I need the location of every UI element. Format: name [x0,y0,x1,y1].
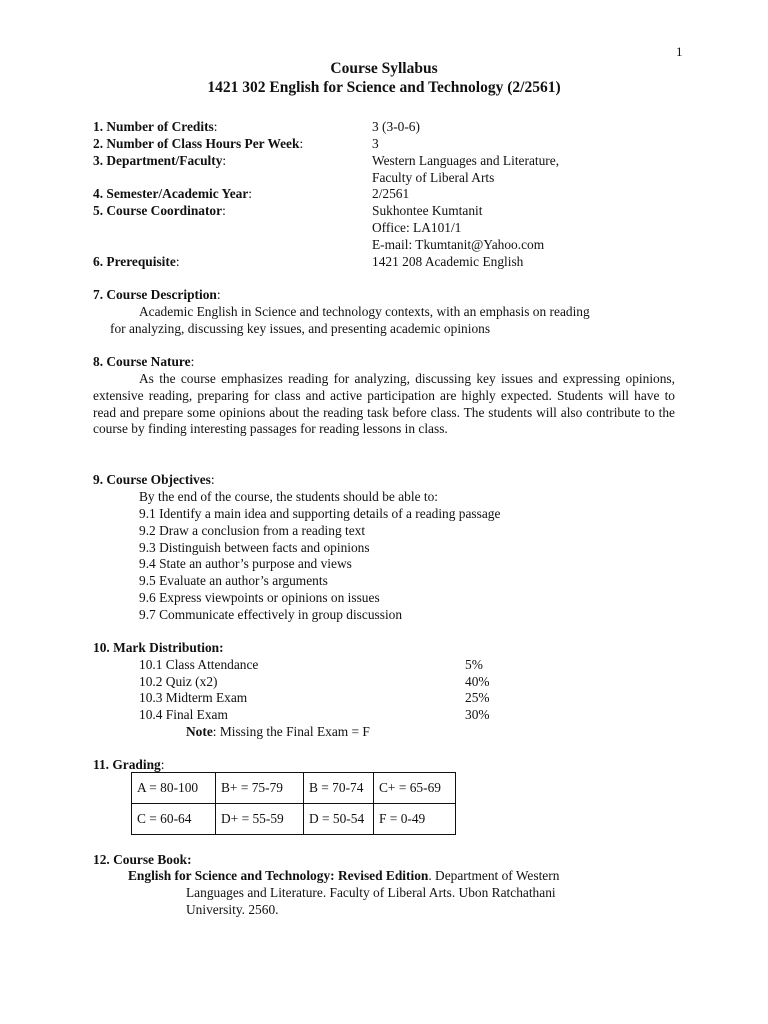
info-label: 1. Number of Credits [93,119,214,134]
section-heading [93,640,224,657]
final-exam-note [186,724,370,741]
note-text: : Missing the Final Exam = F [212,724,370,739]
objective-item: 9.7 Communicate effectively in group discussion [139,607,403,622]
grading-table [131,772,456,835]
email-value: E-mail: Tkumtanit@Yahoo.com [372,237,545,252]
info-value: Office: LA101/1 [372,220,462,235]
info-value: 1421 208 Academic English [372,254,524,269]
section-heading-label: 8. Course Nature [93,354,191,369]
grade-cell: A = 80-100 [132,773,216,804]
section-heading-label: 12. Course Book: [93,852,192,867]
page-title: Course Syllabus [330,60,438,77]
course-book-line [128,868,559,885]
grade-cell: D+ = 55-59 [216,804,304,835]
mark-label: 10.2 Quiz (x2) [139,674,218,689]
page-number: 1 [676,44,683,59]
grade-cell: D = 50-54 [304,804,374,835]
note-label: Note [186,724,213,739]
table-row [132,804,456,835]
course-book-line: University. 2560. [186,902,279,917]
info-value: 3 [372,136,379,151]
objective-item: 9.4 State an author’s purpose and views [139,556,352,571]
mark-label: 10.1 Class Attendance [139,657,259,672]
grade-cell: C = 60-64 [132,804,216,835]
course-book-title: English for Science and Technology: Revised Edition [128,868,429,883]
objectives-intro: By the end of the course, the students should be able to: [139,489,438,504]
nature-paragraph: As the course emphasizes reading for analyzing, discussing key issues and expressing opinions, extensive reading, preparing for class and active participation are highly expected. Students will have to read and prepare some opinions about the reading task before class. The students will also contribute to the course by finding interesting passages for reading lessons in class. [93,371,675,437]
grade-cell: B+ = 75-79 [216,773,304,804]
section-heading-label: 9. Course Objectives [93,472,211,487]
grade-cell: B = 70-74 [304,773,374,804]
grade-cell: F = 0-49 [374,804,456,835]
table-row [132,773,456,804]
section-heading: 8. Course Nature: [93,354,195,369]
info-label: 5. Course Coordinator [93,203,223,218]
info-value: Western Languages and Literature, [372,153,560,168]
description-line: for analyzing, discussing key issues, and presenting academic opinions [110,321,491,336]
course-book-line: Languages and Literature. Faculty of Liberal Arts. Ubon Ratchathani [186,885,556,900]
section-heading-label: 10. Mark Distribution: [93,640,224,655]
objective-item: 9.5 Evaluate an author’s arguments [139,573,328,588]
info-label: 2. Number of Class Hours Per Week [93,136,300,151]
info-value: Faculty of Liberal Arts [372,170,495,185]
objective-item: 9.2 Draw a conclusion from a reading text [139,523,366,538]
section-heading-label: 11. Grading [93,757,161,772]
description-line: Academic English in Science and technology contexts, with an emphasis on reading [139,304,590,319]
section-heading: 7. Course Description: [93,287,221,302]
mark-label: 10.3 Midterm Exam [139,690,248,705]
section-heading: 9. Course Objectives: [93,472,215,487]
section-heading-label: 7. Course Description [93,287,217,302]
section-heading [93,852,192,869]
grade-cell: C+ = 65-69 [374,773,456,804]
info-value: 3 (3-0-6) [372,119,420,134]
mark-value: 25% [465,690,490,705]
info-label: 6. Prerequisite [93,254,176,269]
info-label: 4. Semester/Academic Year [93,186,249,201]
info-value: 2/2561 [372,186,410,201]
info-value: Sukhontee Kumtanit [372,203,483,218]
objective-item: 9.6 Express viewpoints or opinions on issues [139,590,380,605]
course-book-publisher: . Department of Western [428,868,560,883]
info-label: 3. Department/Faculty [93,153,223,168]
mark-label: 10.4 Final Exam [139,707,228,722]
mark-value: 5% [465,657,483,672]
mark-value: 30% [465,707,490,722]
section-heading: 11. Grading: [93,757,165,772]
mark-value: 40% [465,674,490,689]
objective-item: 9.1 Identify a main idea and supporting details of a reading passage [139,506,501,521]
objective-item: 9.3 Distinguish between facts and opinions [139,540,370,555]
course-title: 1421 302 English for Science and Technology (2/2561) [207,79,561,96]
